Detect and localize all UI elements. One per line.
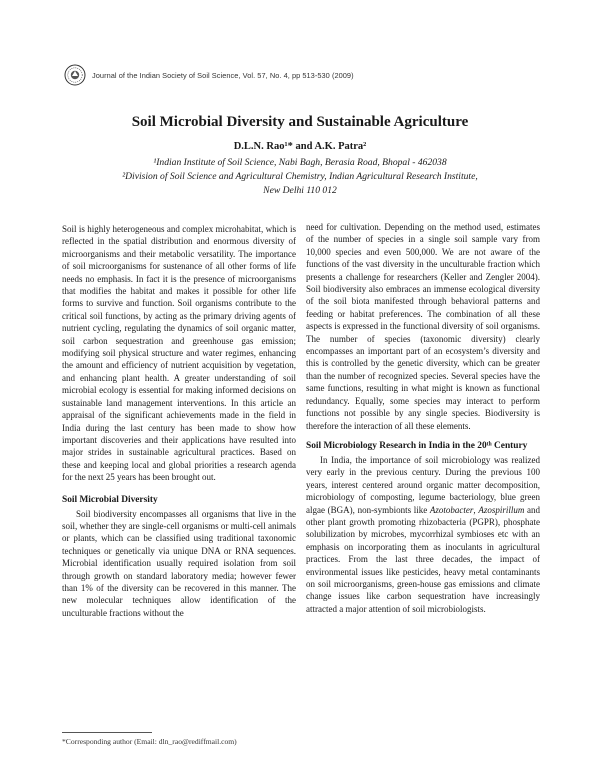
affiliation-1: ¹Indian Institute of Soil Science, Nabi Bagh, Berasia Road, Bhopal - 462038 <box>153 157 447 168</box>
article-title: Soil Microbial Diversity and Sustainable Agriculture <box>131 114 469 130</box>
journal-header <box>64 64 544 86</box>
right-column <box>306 221 540 615</box>
affiliation-2-city: New Delhi 110 012 <box>263 185 337 196</box>
journal-seal-icon <box>64 64 86 86</box>
journal-citation: Journal of the Indian Society of Soil Science, Vol. 57, No. 4, pp 513-530 (2009) <box>92 70 354 80</box>
affiliation-2: ²Division of Soil Science and Agricultural Chemistry, Indian Agricultural Research Institute, <box>122 171 478 182</box>
article-authors: D.L.N. Rao¹* and A.K. Patra² <box>233 141 367 152</box>
azotobacter-term: Azotobacter <box>429 504 474 515</box>
corresponding-author-footnote: *Corresponding author (Email: dln_rao@rediffmail.com) <box>62 737 237 746</box>
azospirillum-term: Azospirillum <box>478 504 525 515</box>
affiliations <box>70 156 530 198</box>
left-column <box>62 223 296 619</box>
section-paragraph-history: In India, the importance of soil microbiology was realized very early in the previous century. During the previous 100 years, interest centered around organic matter decomposition, microbiology of composting, legume bacteriology, blue green algae (BGA), non-symbionts like Azotobacter, Azospirillum and other plant growth promoting rhizobacteria (PGPR), phosphate solubilization by microbes, mycorrhizal symbioses etc with an emphasis on incorporating them as inoculants in agricultural practices. From the last three decades, the impact of environmental issues like pesticides, heavy metal contaminants on soil microorganisms, green-house gas emissions and climate change issues like carbon sequestration have increasingly attracted a major attention of soil microbiologists. <box>306 454 541 614</box>
continued-paragraph: need for cultivation. Depending on the method used, estimates of the number of species in a single soil sample vary from 10,000 species and even 500,000. We are not aware of the functions of the vast diversity in the unculturable fraction which presents a challenge for researchers (Keller and Zengler 2004). Soil biodiversity also embraces an immense ecological diversity of the soil biota manifested through behavioral patterns and feeding or habitat preferences. The combination of all these aspects is expressed in the functional diversity of soil organisms. The number of species (taxonomic diversity) clearly encompasses an important part of an ecosystem’s diversity and this is controlled by the genetic diversity, which can be greater than the number of recognized species. Several species have the same functions, resulting in what might is known as functional redundancy. Equally, some species may interact to perform functions not possible by any single species. Biodiversity is therefore the interaction of all these elements. <box>306 222 540 431</box>
section-heading-soil-microbiology-research: Soil Microbiology Research in India in the 20ᵗʰ Century <box>306 440 528 451</box>
footnote-divider <box>62 732 152 733</box>
section-heading-soil-microbial-diversity: Soil Microbial Diversity <box>62 494 158 505</box>
section-paragraph: Soil biodiversity encompasses all organisms that live in the soil, whether they are single-cell organisms or multi-cell animals or plants, which can be classified using traditional taxonomic techniques or genetically via unique DNA or RNA sequences. Microbial identification usually required isolation from soil through growth on standard laboratory media; however fewer than 1% of the diversity can be recovered in this manner. The new molecular techniques allow identification of the unculturable fractions without the <box>62 508 296 618</box>
abstract: Soil is highly heterogeneous and complex microhabitat, which is reflected in the spatial distribution and enormous diversity of microorganisms and their metabolic versatility. The importance of soil microorganisms for sustenance of all other forms of life needs no emphasis. In fact it is the presence of microorganisms that modifies the habitat and makes it possible for other life forms to survive and function. Soil organisms contribute to the critical soil functions, by acting as the primary driving agents of nutrient cycling, regulating the dynamics of soil organic matter, soil carbon sequestration and greenhouse gas emission; modifying soil physical structure and water regimes, enhancing the amount and efficiency of nutrient acquisition by vegetation, and enhancing plant health. A greater understanding of soil microbial ecology is essential for making informed decisions on sustainable land management interventions. In this article an appraisal of the significant achievements made in the field in India during the last century has been made to show how important discoveries and their applications have resulted into major strides in sustainable agricultural practices. Based on these and keeping local and global priorities a research agenda for the next 25 years has been brought out. <box>62 224 296 483</box>
